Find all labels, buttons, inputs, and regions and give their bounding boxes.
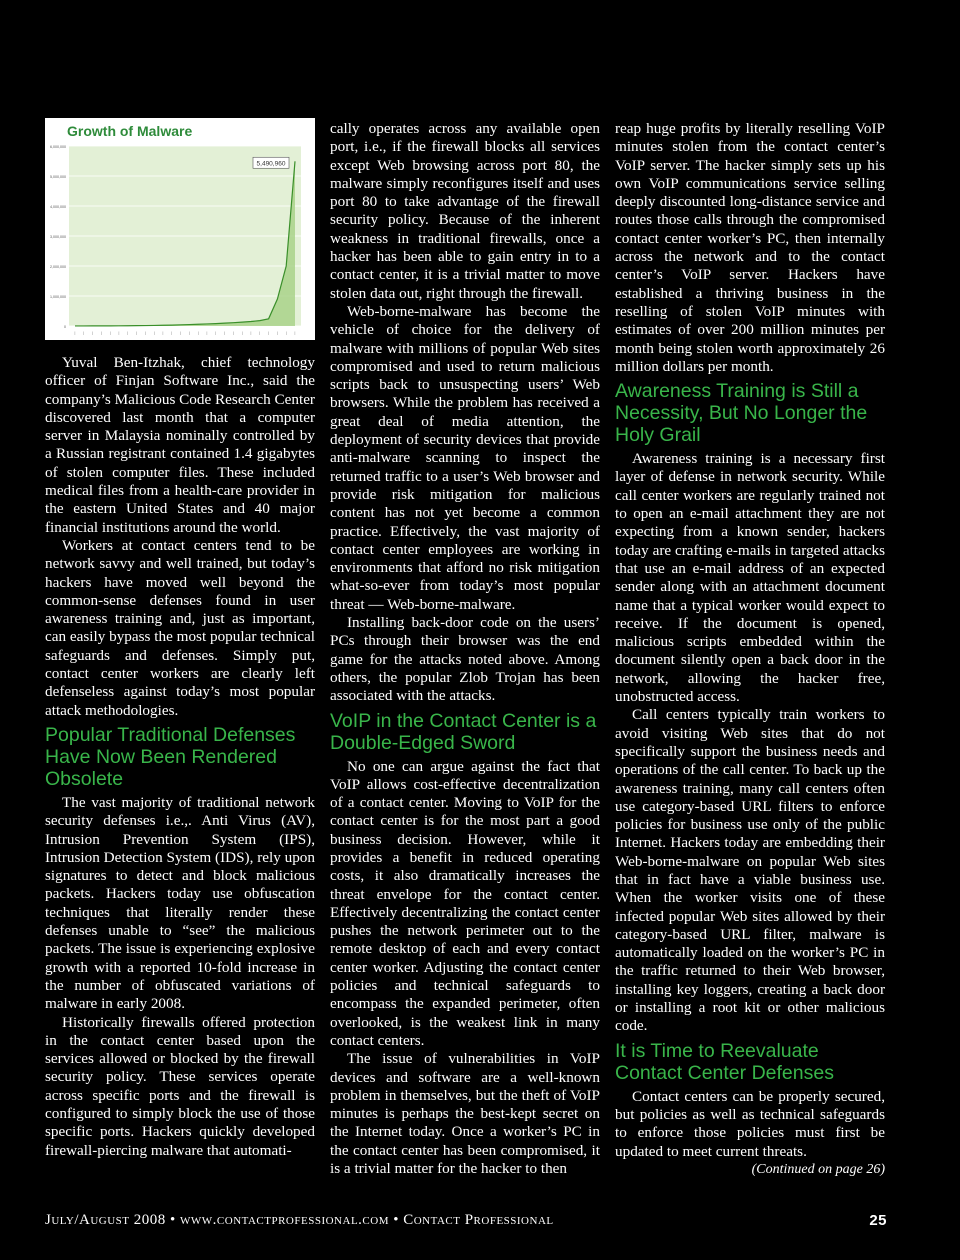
paragraph: Yuval Ben-Itzhak, chief technology officer of Finjan Software Inc., said the company’s Malicious Code Research Center discovered last month that a computer server in Malaysia nominally controlled by a Russian registrant contained 1.4 gigabytes of stolen computer files. These included medical files from a health-care provider in the eastern United States and 40 major financial institutions around the world. <box>45 354 315 536</box>
paragraph: Web-borne-malware has become the vehicle of choice for the delivery of malware with millions of popular Web sites compromised and used to return malicious scripts back to unsuspecting users’ Web browsers. While the problem has received a great deal of media attention, the deployment of security devices that provide anti-malware scanning to inspect the returned traffic to a user’s Web browser and provide risk mitigation for malicious content has not yet become a common practice. Effectively, the vast majority of contact center employees are working in environments that afford no risk mitigation what-so-ever from today’s most popular threat — Web-borne-malware. <box>330 302 600 613</box>
x-tick-mark: | <box>136 331 138 335</box>
chart-title: Growth of Malware <box>67 123 193 139</box>
page-number: 25 <box>869 1212 887 1229</box>
y-tick-label: 4,000,000 <box>50 205 66 209</box>
x-tick-mark: | <box>276 331 278 335</box>
x-tick-mark: | <box>250 331 252 335</box>
x-tick-mark: | <box>171 331 173 335</box>
x-tick-mark: | <box>294 331 296 335</box>
chart-svg <box>45 118 315 340</box>
column-3 <box>615 120 885 1179</box>
x-tick-mark: | <box>224 331 226 335</box>
x-tick-mark: | <box>206 331 208 335</box>
x-tick-mark: | <box>92 331 94 335</box>
y-tick-label: 1,000,000 <box>50 295 66 299</box>
x-tick-mark: | <box>153 331 155 335</box>
paragraph <box>615 1087 885 1177</box>
x-tick-mark: | <box>259 331 261 335</box>
section-heading: Awareness Training is Still a Necessity, But No Longer the Holy Grail <box>615 380 868 447</box>
x-tick-mark: | <box>100 331 102 335</box>
x-tick-mark: | <box>197 331 199 335</box>
x-tick-mark: | <box>144 331 146 335</box>
x-tick-mark: | <box>215 331 217 335</box>
y-tick-label: 6,000,000 <box>50 145 66 149</box>
x-tick-mark: | <box>241 331 243 335</box>
continued-note: (Continued on page 26) <box>751 1161 885 1177</box>
x-tick-mark: | <box>285 331 287 335</box>
y-tick-label: 2,000,000 <box>50 265 66 269</box>
paragraph: Workers at contact centers tend to be network savvy and well trained, but today’s hackers have moved well beyond the common-sense defenses found in user awareness training and, just as important, can easily bypass the most popular technical safeguards and defenses. Simply put, contact center workers are clearly left defenseless against today’s most popular attack methodologies. <box>45 536 315 719</box>
column-1 <box>45 118 315 1160</box>
paragraph: The issue of vulnerabilities in VoIP devices and software are a well-known problem in themselves, but the theft of VoIP minutes is perhaps the best-kept secret on the Internet today. Once a worker’s PC in the contact center has been compromised, it is a trivial matter for the hacker to then <box>330 1050 600 1178</box>
section-heading: Popular Traditional Defenses Have Now Been Rendered Obsolete <box>45 723 296 790</box>
paragraph: cally operates across any available open port, i.e., if the firewall blocks all services except Web browsing across port 80, the malware simply reconfigures itself and uses port 80 to take advantage of the firewall security policy. Because of the inherent weakness in traditional firewalls, once a hacker has been able to gain entry in to a contact center, it is a trivial matter to move stolen data out, right through the firewall. <box>330 120 600 302</box>
x-tick-mark: | <box>188 331 190 335</box>
paragraph: Installing back-door code on the users’ PCs through their browser was the end game for the attacks noted above. Among others, the popular Zlob Trojan has been associated with the attacks. <box>330 614 600 705</box>
y-tick-label: 0 <box>64 325 66 329</box>
paragraph-text: Contact centers can be properly secured, but policies as well as technical safeguards to enforce those policies must first be updated to meet current threats. <box>615 1087 885 1160</box>
x-tick-mark: | <box>180 331 182 335</box>
paragraph: Awareness training is a necessary first layer of defense in network security. While call center workers are regularly trained not to open an e-mail attachment they are not expecting from a known sender, hackers today are crafting e-mails in targeted attacks that use an e-mail address of an expected sender along with an attachment document name that a typical worker would expect to receive. If the document is opened, malicious scripts embedded within the document silently open a back door in the network, allowing the hacker free, unobstructed access. <box>615 450 885 706</box>
footer-text: July/August 2008 • www.contactprofessional.com • Contact Professional <box>45 1212 554 1228</box>
x-tick-mark: | <box>127 331 129 335</box>
x-tick-mark: | <box>118 331 120 335</box>
y-tick-label: 5,000,000 <box>50 175 66 179</box>
x-tick-mark: | <box>232 331 234 335</box>
peak-annotation <box>253 157 289 168</box>
paragraph: No one can argue against the fact that VoIP allows cost-effective decentralization of a contact center. Moving to VoIP for the contact center is for the most part a good business decision. However, while it provides a benefit in reduced operating costs, it also dramatically increases the threat envelope for the contact center. Effectively decentralizing the contact center pushes the network perimeter out to the remote desktop of each and every contact center worker. Adjusting the contact center policies and technical safeguards to encompass the expanded perimeter, often overlooked, is the weakest link in many contact centers. <box>330 757 600 1049</box>
page-footer <box>45 1212 887 1229</box>
section-heading: It is Time to Reevaluate Contact Center Defenses <box>615 1039 834 1084</box>
column-2 <box>330 120 600 1178</box>
y-tick-label: 3,000,000 <box>50 235 66 239</box>
svg-text:5,490,960: 5,490,960 <box>256 160 286 168</box>
section-heading: VoIP in the Contact Center is a Double-Edged Sword <box>330 709 597 754</box>
x-tick-mark: | <box>109 331 111 335</box>
paragraph: The vast majority of traditional network security defenses i.e.,. Anti Virus (AV), Intrusion Prevention System (IPS), Intrusion Detection System (IDS), rely upon signatures to detect and block malicious packets. Hackers today use obfuscation techniques that literally render these defenses unable to “see” the malicious packets. The issue is experiencing explosive growth with a reported 10-fold increase in the number of obfuscated variations of malware in early 2008. <box>45 793 315 1013</box>
x-tick-mark: | <box>83 331 85 335</box>
paragraph: reap huge profits by literally reselling VoIP minutes stolen from the contact center’s VoIP server. The hacker simply sets up his own VoIP communications service selling deeply discounted long-distance service and routes those calls through the compromised contact center worker’s PC, then internally across the network and to the contact center’s VoIP server. Hackers have established a thriving business in the reselling of stolen VoIP minutes with estimates of over 200 million minutes per month being stolen worth approximately 26 million dollars per month. <box>615 120 885 375</box>
x-tick-mark: | <box>162 331 164 335</box>
x-tick-mark: | <box>74 331 76 335</box>
paragraph: Call centers typically train workers to avoid visiting Web sites that do not specifically support the business needs and operations of the call center. To back up the awareness training, many call centers often use category-based URL filters to enforce policies for business use only of the public Internet. Hackers today are embedding their Web-borne-malware on popular Web sites that in fact have a viable business use. When the worker visits one of these infected popular Web sites allowed by their category-based URL filter, malware is automatically loaded on the worker’s PC in the traffic returned to their Web browser, installing key loggers, creating a back door or installing a root kit or other malicious code. <box>615 706 885 1035</box>
malware-growth-chart <box>45 118 315 340</box>
paragraph: Historically firewalls offered protection in the contact center based upon the services allowed or blocked by the firewall security policy. These services operate across specific ports and the firewall is configured to simply block the use of those specific ports. Hackers quickly developed firewall-piercing malware that automati- <box>45 1013 315 1159</box>
x-tick-mark: | <box>268 331 270 335</box>
